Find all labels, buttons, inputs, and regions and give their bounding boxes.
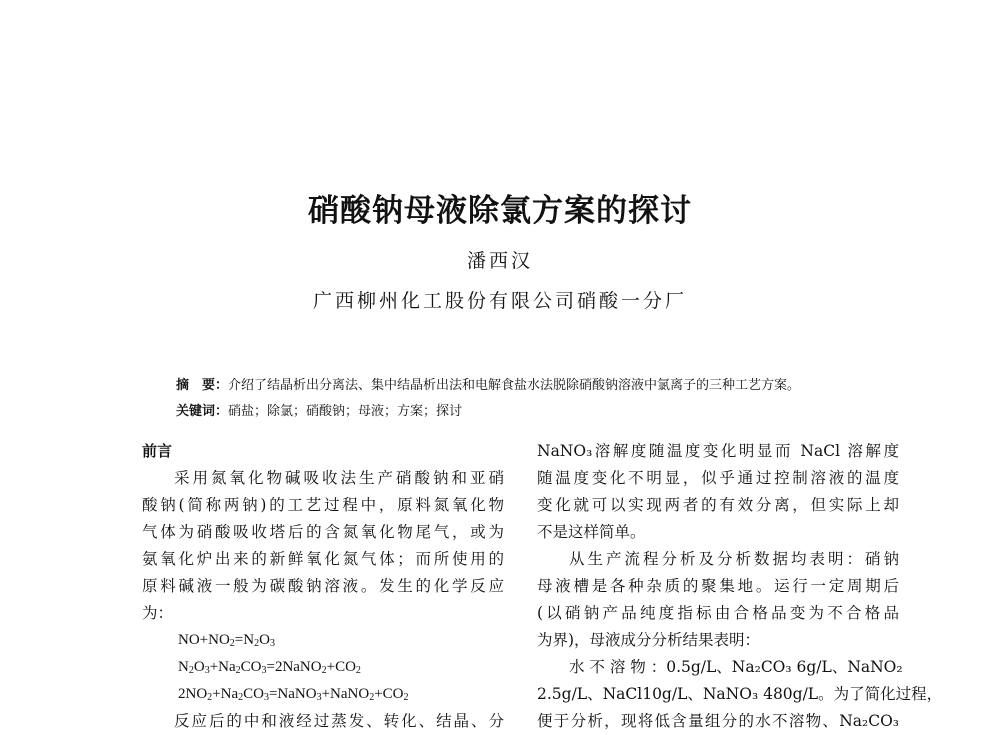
body-line: 反应后的中和液经过蒸发、转化、结晶、分 xyxy=(174,712,504,730)
paper-title: 硝酸钠母液除氯方案的探讨 xyxy=(308,193,692,229)
body-line: 变化就可以实现两者的有效分离，但实际上却 xyxy=(537,496,899,514)
chemical-equation: $N_2O_3+Na_2CO_3=2NaNO_2+CO_2$ xyxy=(178,659,361,676)
body-line: 不是这样简单。 xyxy=(537,523,646,541)
section-heading-preface: 前言 xyxy=(142,442,173,460)
body-line: 气体为硝酸吸收塔后的含氮氧化物尾气，或为 xyxy=(142,523,504,541)
abstract xyxy=(176,375,896,397)
body-line: 氨氧化炉出来的新鲜氧化氮气体；而所使用的 xyxy=(142,550,504,568)
keywords-label: 关键词： xyxy=(176,404,229,419)
chemical-equation: $2NO_2+Na_2CO_3=NaNO_3+NaNO_2+CO_2$ xyxy=(178,686,409,703)
body-line: 2.5g/L、NaCl10g/L、NaNO₃ 480g/L。为了简化过程， xyxy=(537,685,943,703)
body-line: 原料碱液一般为碳酸钠溶液。发生的化学反应 xyxy=(142,577,504,595)
chemical-equation: $NO+NO_2=N_2O_3$ xyxy=(178,632,275,649)
body-line: 母液槽是各种杂质的聚集地。运行一定周期后 xyxy=(537,577,899,595)
body-line: NaNO₃溶解度随温度变化明显而 NaCl 溶解度 xyxy=(537,442,899,460)
left-column xyxy=(142,438,504,735)
body-line: 采用氮氧化物碱吸收法生产硝酸钠和亚硝 xyxy=(174,469,504,487)
body-line: 从生产流程分析及分析数据均表明：硝钠 xyxy=(569,550,899,568)
keywords-text: 硝盐；除氯；硝酸钠；母液；方案；探讨 xyxy=(228,404,463,419)
right-column xyxy=(537,438,943,735)
author-affiliation: 广西柳州化工股份有限公司硝酸一分厂 xyxy=(312,290,687,312)
keywords xyxy=(176,401,896,423)
body-line: 为界)，母液成分分析结果表明： xyxy=(537,631,761,649)
body-line: 随温度变化不明显，似乎通过控制溶液的温度 xyxy=(537,469,899,487)
body-line: (以硝钠产品纯度指标由合格品变为不合格品 xyxy=(537,604,899,622)
abstract-text: 介绍了结晶析出分离法、集中结晶析出法和电解食盐水法脱除硝酸钠溶液中氯离子的三种工艺方案。 xyxy=(228,378,801,393)
body-line: 为： xyxy=(142,604,174,622)
author-name: 潘西汉 xyxy=(466,250,533,272)
body-line: 酸钠(简称两钠)的工艺过程中，原料氮氧化物 xyxy=(142,496,504,514)
abstract-label: 摘 要： xyxy=(176,378,229,393)
body-line: 便于分析，现将低含量组分的水不溶物、Na₂CO₃ xyxy=(537,712,899,730)
body-line: 水 不 溶 物 ：0.5g/L、Na₂CO₃ 6g/L、NaNO₂ xyxy=(569,658,903,676)
